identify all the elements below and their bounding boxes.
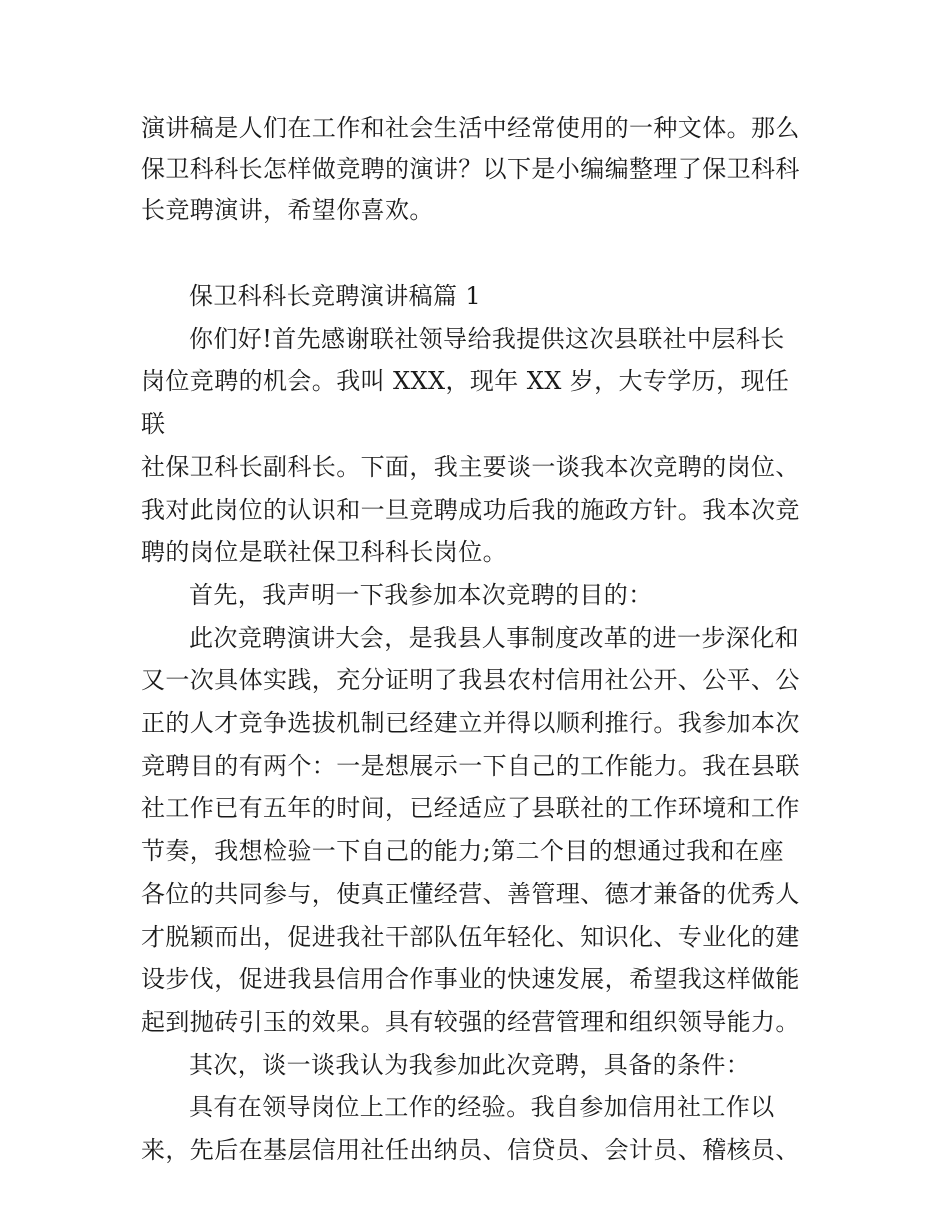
article-body	[141, 275, 813, 1172]
intro-section	[141, 108, 813, 231]
section-title: 保卫科科长竞聘演讲稿篇 1	[189, 282, 482, 310]
intro-paragraph: 演讲稿是人们在工作和社会生活中经常使用的一种文体。那么 保卫科科长怎样做竞聘的演讲？以下是小编编整理了保卫科科 长竞聘演讲，希望你喜欢。	[141, 114, 800, 224]
body-paragraph-purpose: 此次竞聘演讲大会，是我县人事制度改革的进一步深化和 又一次具体实践，充分证明了我县农村信用社公开、公平、公 正的人才竞争选拔机制已经建立并得以顺利推行。我参加本次 竞聘目的有两个：一是想展示一下自己的工作能力。我在县联 社工作已有五年的时间，已经适应了县联社的工作环境和工作 节奏，我想检验一下自己的能力;第二个目的想通过我和在座 各位的共同参与，使真正懂经营、善管理、德才兼备的优秀人 才脱颖而出，促进我社干部队伍年轻化、知识化、专业化的建 设步伐，促进我县信用合作事业的快速发展，希望我这样做能 起到抛砖引玉的效果。具有较强的经营管理和组织领导能力。	[141, 623, 800, 1036]
body-paragraph-conditions-heading: 其次，谈一谈我认为我参加此次竞聘，具备的条件：	[189, 1050, 751, 1079]
body-paragraph-purpose-heading: 首先，我声明一下我参加本次竞聘的目的：	[189, 580, 653, 609]
body-paragraph-experience: 具有在领导岗位上工作的经验。我自参加信用社工作以 来，先后在基层信用社任出纳员、信贷员、会计员、稽核员、	[141, 1093, 800, 1165]
body-paragraph-greeting: 你们好!首先感谢联社领导给我提供这次县联社中层科长 岗位竞聘的机会。我叫 XXX，现年 XX 岁，大专学历，现任联 社保卫科长副科长。下面，我主要谈一谈我本次竞聘的岗位、 我对此岗位的认识和一旦竞聘成功后我的施政方针。我本次竞 聘的岗位是联社保卫科科长岗位。	[141, 324, 800, 567]
